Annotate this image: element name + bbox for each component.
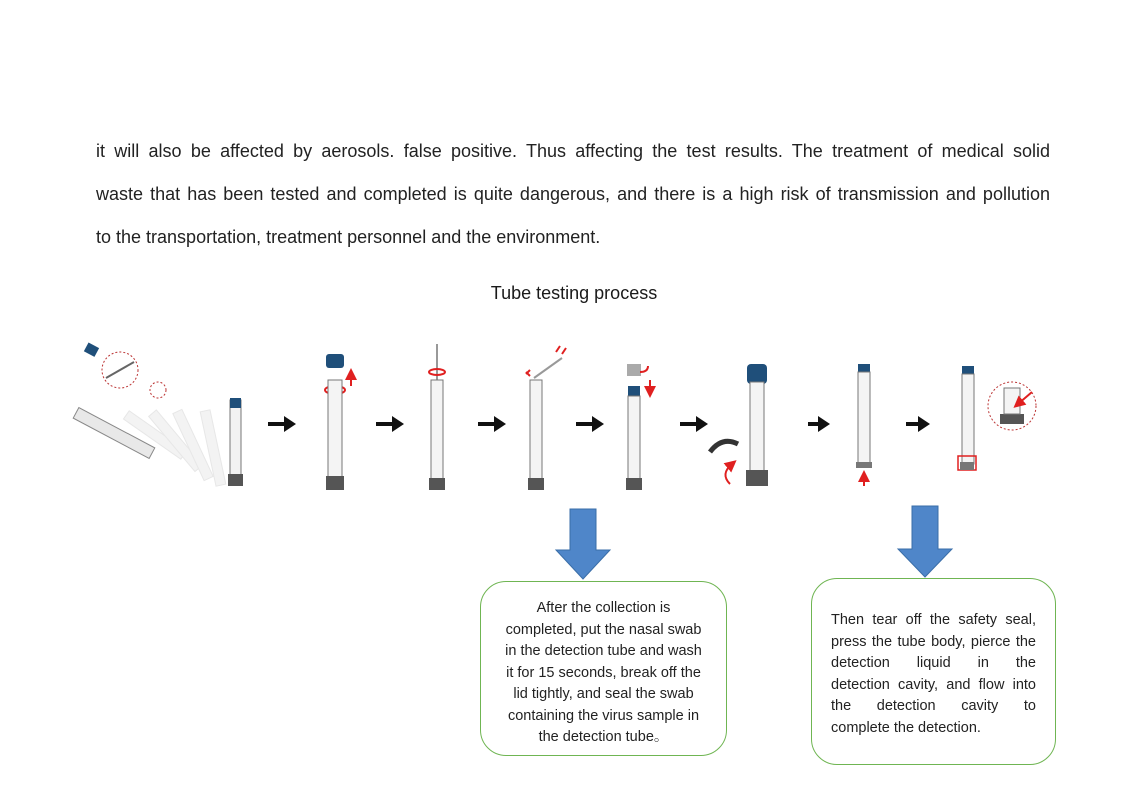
step-6-tear-seal (710, 364, 768, 486)
step-4-break-swab (526, 346, 566, 490)
callout-line: the detection tube。 (538, 729, 669, 745)
callout-line: press the tube body, pierce the (831, 633, 1036, 650)
step-arrow-6 (808, 416, 830, 432)
callout-line: containing the virus sample in (507, 707, 700, 724)
step-8-detection (958, 366, 1036, 470)
figure-caption: Tube testing process (490, 283, 658, 303)
down-arrow-left (556, 509, 610, 579)
step-3-insert-swab (429, 344, 445, 490)
step-1-swab-insertion (73, 342, 243, 486)
down-arrow-right (898, 506, 952, 577)
body-line: waste that has been tested and completed is quite dangerous, and there is a high risk of transmission and pollution (96, 184, 1050, 204)
callout-line: complete the detection. (831, 719, 981, 736)
callout-line: lid tightly, and seal the swab (513, 686, 694, 702)
step-arrow-4 (576, 416, 604, 432)
callout-line: detection liquid in the (831, 655, 1036, 671)
step-5-close-cap (626, 364, 650, 490)
callout-collection (480, 581, 727, 756)
callout-line: it for 15 seconds, break off the (506, 664, 701, 681)
callout-line: completed, put the nasal swab (505, 621, 702, 638)
body-line: it will also be affected by aerosols. false positive. Thus affecting the test results. The treatment of medical solid (96, 141, 1050, 161)
callout-line: the detection cavity to (831, 698, 1036, 714)
callout-detection (811, 578, 1056, 765)
step-arrow-3 (478, 416, 506, 432)
callout-line: Then tear off the safety seal, (831, 612, 1036, 628)
step-7-press-tube (856, 364, 872, 486)
callout-line: After the collection is (536, 600, 671, 616)
body-line: to the transportation, treatment personnel and the environment. (96, 227, 601, 247)
step-arrow-5 (680, 416, 708, 432)
step-2-open-cap (325, 354, 351, 490)
step-arrow-2 (376, 416, 404, 432)
callout-line: detection cavity, and flow into (831, 676, 1036, 693)
callout-line: in the detection tube and wash (505, 643, 702, 659)
step-arrow-7 (906, 416, 930, 432)
step-arrow-1 (268, 416, 296, 432)
